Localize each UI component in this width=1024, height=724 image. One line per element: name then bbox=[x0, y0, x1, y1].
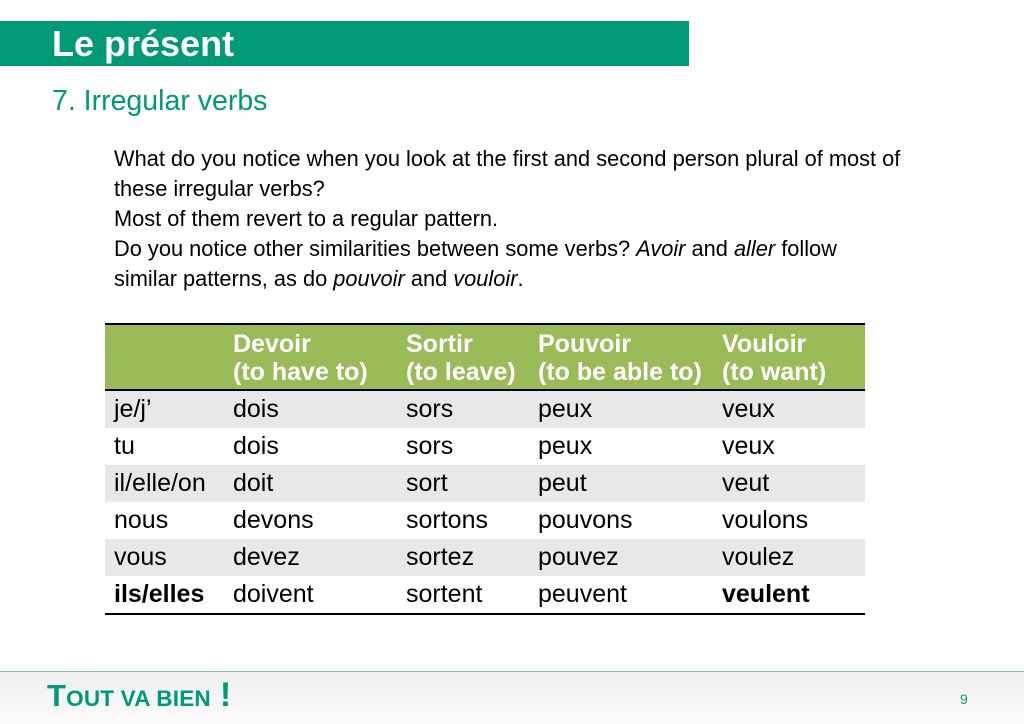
intro-line bbox=[114, 204, 900, 234]
intro-line bbox=[114, 144, 900, 174]
verb-vouloir-emphasis: vouloir bbox=[453, 266, 518, 291]
verb-form-cell: peux bbox=[538, 395, 593, 423]
verb-form-cell: devons bbox=[233, 506, 314, 534]
verb-aller-emphasis: aller bbox=[733, 236, 776, 261]
intro-text: Do you notice other similarities between some verbs? bbox=[114, 236, 637, 261]
table-row bbox=[105, 391, 865, 428]
conjugation-table bbox=[105, 323, 865, 615]
verb-form-cell: peuvent bbox=[538, 580, 627, 608]
verb-form-cell: veut bbox=[722, 469, 770, 497]
table-row bbox=[105, 539, 865, 576]
intro-text: follow bbox=[775, 236, 837, 261]
verb-form-cell: sortons bbox=[406, 506, 488, 534]
verb-name: Devoir bbox=[233, 330, 311, 358]
verb-form-cell: sors bbox=[406, 432, 454, 460]
intro-text: . bbox=[517, 266, 524, 291]
column-header-devoir bbox=[225, 325, 398, 389]
pronoun-cell: tu bbox=[114, 432, 135, 460]
verb-name: Pouvoir bbox=[538, 330, 632, 358]
verb-meaning: (to be able to) bbox=[538, 358, 702, 386]
verb-avoir-emphasis: Avoir bbox=[636, 236, 686, 261]
table-header-row bbox=[105, 325, 865, 391]
verb-form-cell: dois bbox=[233, 432, 279, 460]
verb-form-cell: veulent bbox=[722, 580, 810, 608]
verb-form-cell: sors bbox=[406, 395, 454, 423]
pronoun-cell: il/elle/on bbox=[114, 469, 206, 497]
page-number: 9 bbox=[960, 691, 968, 707]
verb-form-cell: sort bbox=[406, 469, 448, 497]
column-header-sortir bbox=[398, 325, 530, 389]
verb-form-cell: veux bbox=[722, 432, 775, 460]
verb-form-cell: voulons bbox=[722, 506, 809, 534]
intro-paragraph bbox=[114, 144, 900, 294]
intro-text: these irregular verbs? bbox=[114, 176, 325, 201]
verb-meaning: (to leave) bbox=[406, 358, 516, 386]
verb-name: Sortir bbox=[406, 330, 473, 358]
verb-name: Vouloir bbox=[722, 330, 807, 358]
intro-line bbox=[114, 264, 900, 294]
intro-text: similar patterns, as do bbox=[114, 266, 334, 291]
table-row bbox=[105, 502, 865, 539]
pronoun-cell: je/j’ bbox=[114, 395, 152, 423]
brand-logo bbox=[47, 678, 231, 712]
logo-exclamation: ! bbox=[219, 676, 232, 714]
logo-text: TOUT VA BIEN bbox=[47, 678, 211, 713]
table-row bbox=[105, 465, 865, 502]
title-bar bbox=[0, 21, 689, 66]
verb-form-cell: veux bbox=[722, 395, 775, 423]
pronoun-cell: vous bbox=[114, 543, 167, 571]
intro-text: Most of them revert to a regular pattern. bbox=[114, 206, 499, 231]
table-row bbox=[105, 576, 865, 613]
verb-form-cell: sortent bbox=[406, 580, 483, 608]
table-row bbox=[105, 428, 865, 465]
verb-form-cell: devez bbox=[233, 543, 300, 571]
column-header-pouvoir bbox=[530, 325, 714, 389]
column-header-vouloir bbox=[714, 325, 865, 389]
verb-form-cell: pouvez bbox=[538, 543, 619, 571]
verb-form-cell: doit bbox=[233, 469, 274, 497]
intro-text: and bbox=[685, 236, 734, 261]
intro-line bbox=[114, 234, 900, 264]
verb-form-cell: peut bbox=[538, 469, 587, 497]
intro-text: and bbox=[404, 266, 454, 291]
verb-form-cell: doivent bbox=[233, 580, 314, 608]
verb-meaning: (to want) bbox=[722, 358, 827, 386]
verb-pouvoir-emphasis: pouvoir bbox=[333, 266, 405, 291]
verb-form-cell: dois bbox=[233, 395, 279, 423]
intro-text: What do you notice when you look at the first and second person plural of most of bbox=[114, 146, 901, 171]
intro-line bbox=[114, 174, 900, 204]
section-subtitle: 7. Irregular verbs bbox=[52, 85, 268, 117]
page-title: Le présent bbox=[52, 23, 235, 64]
header-corner-cell bbox=[105, 325, 225, 389]
pronoun-cell: nous bbox=[114, 506, 169, 534]
verb-form-cell: voulez bbox=[722, 543, 795, 571]
verb-meaning: (to have to) bbox=[233, 358, 368, 386]
verb-form-cell: peux bbox=[538, 432, 593, 460]
verb-form-cell: pouvons bbox=[538, 506, 633, 534]
verb-form-cell: sortez bbox=[406, 543, 475, 571]
pronoun-cell: ils/elles bbox=[114, 580, 205, 608]
